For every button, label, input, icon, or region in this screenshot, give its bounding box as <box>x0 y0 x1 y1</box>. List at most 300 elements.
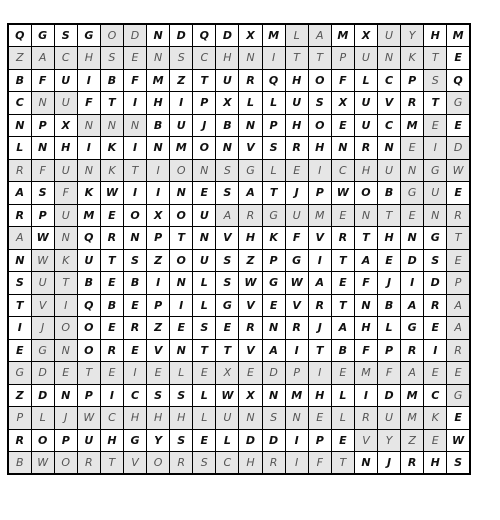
grid-cell[interactable]: R <box>401 452 424 475</box>
grid-cell[interactable]: B <box>100 294 123 317</box>
grid-cell[interactable]: E <box>147 362 170 385</box>
grid-cell[interactable]: R <box>401 92 424 115</box>
grid-cell[interactable]: P <box>77 384 100 407</box>
grid-cell[interactable]: S <box>31 182 54 205</box>
grid-cell[interactable]: U <box>54 204 77 227</box>
grid-cell[interactable]: L <box>262 92 285 115</box>
grid-cell[interactable]: W <box>331 182 354 205</box>
grid-cell[interactable]: F <box>77 92 100 115</box>
grid-cell[interactable]: E <box>424 362 447 385</box>
grid-cell[interactable]: P <box>31 204 54 227</box>
grid-cell[interactable]: G <box>31 339 54 362</box>
grid-cell[interactable]: E <box>123 47 146 70</box>
grid-cell[interactable]: L <box>331 407 354 430</box>
grid-cell[interactable]: R <box>285 317 308 340</box>
grid-cell[interactable]: I <box>424 137 447 160</box>
grid-cell[interactable]: H <box>424 452 447 475</box>
grid-cell[interactable]: X <box>239 24 262 47</box>
grid-cell[interactable]: A <box>31 47 54 70</box>
grid-cell[interactable]: X <box>354 24 377 47</box>
grid-cell[interactable]: E <box>54 362 77 385</box>
grid-cell[interactable]: E <box>193 429 216 452</box>
grid-cell[interactable]: C <box>123 384 146 407</box>
grid-cell[interactable]: W <box>31 227 54 250</box>
grid-cell[interactable]: Z <box>8 47 31 70</box>
grid-cell[interactable]: B <box>123 272 146 295</box>
grid-cell[interactable]: A <box>8 182 31 205</box>
grid-cell[interactable]: T <box>424 47 447 70</box>
grid-cell[interactable]: I <box>147 182 170 205</box>
grid-cell[interactable]: R <box>285 137 308 160</box>
grid-cell[interactable]: U <box>54 69 77 92</box>
grid-cell[interactable]: U <box>193 249 216 272</box>
grid-cell[interactable]: F <box>378 362 401 385</box>
grid-cell[interactable]: V <box>31 294 54 317</box>
grid-cell[interactable]: R <box>239 69 262 92</box>
grid-cell[interactable]: P <box>401 69 424 92</box>
grid-cell[interactable]: Q <box>447 69 470 92</box>
grid-cell[interactable]: N <box>262 384 285 407</box>
grid-cell[interactable]: E <box>193 362 216 385</box>
grid-cell[interactable]: E <box>331 114 354 137</box>
grid-cell[interactable]: P <box>285 362 308 385</box>
grid-cell[interactable]: M <box>285 384 308 407</box>
grid-cell[interactable]: D <box>262 429 285 452</box>
grid-cell[interactable]: C <box>331 159 354 182</box>
grid-cell[interactable]: R <box>401 339 424 362</box>
grid-cell[interactable]: B <box>147 114 170 137</box>
grid-cell[interactable]: K <box>54 249 77 272</box>
grid-cell[interactable]: Z <box>170 69 193 92</box>
grid-cell[interactable]: I <box>285 339 308 362</box>
grid-cell[interactable]: J <box>378 452 401 475</box>
grid-cell[interactable]: L <box>378 317 401 340</box>
grid-cell[interactable]: W <box>216 384 239 407</box>
grid-cell[interactable]: R <box>123 317 146 340</box>
grid-cell[interactable]: H <box>424 24 447 47</box>
grid-cell[interactable]: N <box>147 47 170 70</box>
grid-cell[interactable]: S <box>424 249 447 272</box>
grid-cell[interactable]: E <box>170 317 193 340</box>
grid-cell[interactable]: G <box>401 182 424 205</box>
grid-cell[interactable]: T <box>8 294 31 317</box>
grid-cell[interactable]: H <box>100 429 123 452</box>
grid-cell[interactable]: F <box>31 159 54 182</box>
grid-cell[interactable]: E <box>239 362 262 385</box>
grid-cell[interactable]: C <box>424 384 447 407</box>
grid-cell[interactable]: W <box>239 272 262 295</box>
grid-cell[interactable]: O <box>54 452 77 475</box>
grid-cell[interactable]: N <box>285 407 308 430</box>
grid-cell[interactable]: M <box>401 384 424 407</box>
grid-cell[interactable]: Y <box>401 24 424 47</box>
grid-cell[interactable]: O <box>170 249 193 272</box>
grid-cell[interactable]: R <box>308 294 331 317</box>
grid-cell[interactable]: N <box>147 137 170 160</box>
grid-cell[interactable]: E <box>216 317 239 340</box>
grid-cell[interactable]: P <box>331 47 354 70</box>
grid-cell[interactable]: S <box>424 69 447 92</box>
grid-cell[interactable]: T <box>170 227 193 250</box>
grid-cell[interactable]: L <box>193 272 216 295</box>
grid-cell[interactable]: M <box>147 69 170 92</box>
grid-cell[interactable]: G <box>31 24 54 47</box>
grid-cell[interactable]: I <box>100 384 123 407</box>
grid-cell[interactable]: P <box>308 429 331 452</box>
grid-cell[interactable]: E <box>308 407 331 430</box>
grid-cell[interactable]: S <box>216 182 239 205</box>
grid-cell[interactable]: E <box>123 339 146 362</box>
grid-cell[interactable]: B <box>77 272 100 295</box>
grid-cell[interactable]: G <box>262 272 285 295</box>
grid-cell[interactable]: M <box>308 204 331 227</box>
grid-cell[interactable]: T <box>331 452 354 475</box>
grid-cell[interactable]: E <box>447 182 470 205</box>
grid-cell[interactable]: E <box>331 362 354 385</box>
grid-cell[interactable]: I <box>123 137 146 160</box>
grid-cell[interactable]: R <box>8 429 31 452</box>
grid-cell[interactable]: M <box>401 114 424 137</box>
grid-cell[interactable]: E <box>447 407 470 430</box>
grid-cell[interactable]: B <box>331 339 354 362</box>
grid-cell[interactable]: V <box>216 227 239 250</box>
grid-cell[interactable]: C <box>100 407 123 430</box>
grid-cell[interactable]: U <box>31 272 54 295</box>
grid-cell[interactable]: G <box>424 227 447 250</box>
grid-cell[interactable]: U <box>77 249 100 272</box>
grid-cell[interactable]: N <box>8 114 31 137</box>
grid-cell[interactable]: R <box>354 407 377 430</box>
grid-cell[interactable]: U <box>285 92 308 115</box>
grid-cell[interactable]: Z <box>147 317 170 340</box>
grid-cell[interactable]: V <box>308 227 331 250</box>
grid-cell[interactable]: A <box>401 362 424 385</box>
grid-cell[interactable]: G <box>239 159 262 182</box>
grid-cell[interactable]: T <box>77 362 100 385</box>
grid-cell[interactable]: D <box>447 137 470 160</box>
grid-cell[interactable]: W <box>447 429 470 452</box>
grid-cell[interactable]: I <box>262 47 285 70</box>
grid-cell[interactable]: G <box>8 362 31 385</box>
grid-cell[interactable]: Q <box>77 227 100 250</box>
grid-cell[interactable]: S <box>8 272 31 295</box>
grid-cell[interactable]: X <box>54 114 77 137</box>
grid-cell[interactable]: M <box>401 407 424 430</box>
grid-cell[interactable]: E <box>447 249 470 272</box>
grid-cell[interactable]: A <box>401 294 424 317</box>
grid-cell[interactable]: P <box>308 182 331 205</box>
grid-cell[interactable]: N <box>170 272 193 295</box>
grid-cell[interactable]: N <box>401 159 424 182</box>
grid-cell[interactable]: H <box>354 317 377 340</box>
grid-cell[interactable]: C <box>8 92 31 115</box>
grid-cell[interactable]: G <box>447 92 470 115</box>
grid-cell[interactable]: M <box>354 362 377 385</box>
grid-cell[interactable]: W <box>31 249 54 272</box>
grid-cell[interactable]: G <box>123 429 146 452</box>
grid-cell[interactable]: T <box>193 69 216 92</box>
grid-cell[interactable]: L <box>354 69 377 92</box>
grid-cell[interactable]: G <box>424 159 447 182</box>
grid-cell[interactable]: N <box>354 452 377 475</box>
grid-cell[interactable]: N <box>354 294 377 317</box>
grid-cell[interactable]: S <box>262 407 285 430</box>
grid-cell[interactable]: V <box>147 339 170 362</box>
grid-cell[interactable]: G <box>262 204 285 227</box>
grid-cell[interactable]: T <box>331 249 354 272</box>
grid-cell[interactable]: A <box>331 317 354 340</box>
grid-cell[interactable]: R <box>447 204 470 227</box>
grid-cell[interactable]: H <box>147 92 170 115</box>
grid-cell[interactable]: H <box>216 47 239 70</box>
grid-cell[interactable]: C <box>193 47 216 70</box>
grid-cell[interactable]: E <box>123 294 146 317</box>
grid-cell[interactable]: X <box>331 92 354 115</box>
grid-cell[interactable]: G <box>216 294 239 317</box>
grid-cell[interactable]: E <box>100 204 123 227</box>
grid-cell[interactable]: D <box>239 429 262 452</box>
grid-cell[interactable]: N <box>54 384 77 407</box>
grid-cell[interactable]: M <box>262 24 285 47</box>
grid-cell[interactable]: I <box>424 339 447 362</box>
grid-cell[interactable]: O <box>77 339 100 362</box>
grid-cell[interactable]: K <box>77 182 100 205</box>
grid-cell[interactable]: D <box>424 272 447 295</box>
grid-cell[interactable]: J <box>285 182 308 205</box>
grid-cell[interactable]: U <box>354 92 377 115</box>
grid-cell[interactable]: T <box>100 92 123 115</box>
grid-cell[interactable]: I <box>170 92 193 115</box>
grid-cell[interactable]: Z <box>8 384 31 407</box>
grid-cell[interactable]: C <box>378 114 401 137</box>
grid-cell[interactable]: T <box>216 339 239 362</box>
grid-cell[interactable]: R <box>354 137 377 160</box>
grid-cell[interactable]: E <box>100 362 123 385</box>
grid-cell[interactable]: N <box>239 114 262 137</box>
grid-cell[interactable]: H <box>354 159 377 182</box>
grid-cell[interactable]: U <box>354 47 377 70</box>
grid-cell[interactable]: N <box>401 227 424 250</box>
grid-cell[interactable]: I <box>54 294 77 317</box>
grid-cell[interactable]: E <box>447 47 470 70</box>
grid-cell[interactable]: T <box>447 227 470 250</box>
grid-cell[interactable]: G <box>77 24 100 47</box>
grid-cell[interactable]: S <box>123 249 146 272</box>
grid-cell[interactable]: A <box>308 272 331 295</box>
grid-cell[interactable]: H <box>308 137 331 160</box>
grid-cell[interactable]: N <box>331 137 354 160</box>
grid-cell[interactable]: O <box>308 69 331 92</box>
grid-cell[interactable]: R <box>239 204 262 227</box>
grid-cell[interactable]: V <box>354 429 377 452</box>
grid-cell[interactable]: H <box>239 227 262 250</box>
grid-cell[interactable]: I <box>170 294 193 317</box>
grid-cell[interactable]: L <box>262 159 285 182</box>
grid-cell[interactable]: D <box>31 384 54 407</box>
grid-cell[interactable]: K <box>100 159 123 182</box>
grid-cell[interactable]: U <box>424 182 447 205</box>
grid-cell[interactable]: N <box>123 114 146 137</box>
grid-cell[interactable]: W <box>100 182 123 205</box>
grid-cell[interactable]: Y <box>378 429 401 452</box>
grid-cell[interactable]: A <box>8 227 31 250</box>
grid-cell[interactable]: T <box>331 294 354 317</box>
grid-cell[interactable]: N <box>54 227 77 250</box>
grid-cell[interactable]: O <box>147 452 170 475</box>
grid-cell[interactable]: A <box>354 249 377 272</box>
grid-cell[interactable]: A <box>447 294 470 317</box>
grid-cell[interactable]: T <box>123 159 146 182</box>
grid-cell[interactable]: D <box>262 362 285 385</box>
grid-cell[interactable]: L <box>193 407 216 430</box>
grid-cell[interactable]: E <box>424 429 447 452</box>
grid-cell[interactable]: V <box>123 452 146 475</box>
grid-cell[interactable]: K <box>100 137 123 160</box>
grid-cell[interactable]: U <box>378 24 401 47</box>
grid-cell[interactable]: E <box>401 137 424 160</box>
grid-cell[interactable]: N <box>239 407 262 430</box>
grid-cell[interactable]: O <box>54 317 77 340</box>
grid-cell[interactable]: T <box>308 47 331 70</box>
grid-cell[interactable]: L <box>170 362 193 385</box>
grid-cell[interactable]: P <box>378 339 401 362</box>
grid-cell[interactable]: R <box>100 339 123 362</box>
grid-cell[interactable]: D <box>170 24 193 47</box>
grid-cell[interactable]: V <box>239 137 262 160</box>
grid-cell[interactable]: Z <box>401 429 424 452</box>
grid-cell[interactable]: L <box>239 92 262 115</box>
grid-cell[interactable]: F <box>308 452 331 475</box>
grid-cell[interactable]: H <box>378 227 401 250</box>
grid-cell[interactable]: X <box>239 384 262 407</box>
grid-cell[interactable]: T <box>378 204 401 227</box>
grid-cell[interactable]: S <box>147 384 170 407</box>
grid-cell[interactable]: F <box>31 69 54 92</box>
grid-cell[interactable]: D <box>216 24 239 47</box>
grid-cell[interactable]: S <box>170 384 193 407</box>
grid-cell[interactable]: U <box>170 114 193 137</box>
grid-cell[interactable]: L <box>8 137 31 160</box>
grid-cell[interactable]: W <box>285 272 308 295</box>
grid-cell[interactable]: X <box>216 92 239 115</box>
grid-cell[interactable]: I <box>285 452 308 475</box>
grid-cell[interactable]: H <box>77 47 100 70</box>
grid-cell[interactable]: N <box>262 317 285 340</box>
grid-cell[interactable]: N <box>354 204 377 227</box>
grid-cell[interactable]: O <box>170 204 193 227</box>
grid-cell[interactable]: S <box>216 249 239 272</box>
grid-cell[interactable]: C <box>378 69 401 92</box>
grid-cell[interactable]: H <box>239 452 262 475</box>
grid-cell[interactable]: N <box>147 24 170 47</box>
grid-cell[interactable]: E <box>401 204 424 227</box>
grid-cell[interactable]: L <box>285 24 308 47</box>
grid-cell[interactable]: L <box>193 294 216 317</box>
grid-cell[interactable]: R <box>331 227 354 250</box>
grid-cell[interactable]: A <box>447 317 470 340</box>
grid-cell[interactable]: V <box>239 339 262 362</box>
grid-cell[interactable]: T <box>262 182 285 205</box>
grid-cell[interactable]: F <box>354 339 377 362</box>
grid-cell[interactable]: N <box>77 159 100 182</box>
grid-cell[interactable]: S <box>170 429 193 452</box>
grid-cell[interactable]: E <box>331 429 354 452</box>
grid-cell[interactable]: O <box>354 182 377 205</box>
grid-cell[interactable]: A <box>308 24 331 47</box>
grid-cell[interactable]: B <box>8 452 31 475</box>
grid-cell[interactable]: T <box>54 272 77 295</box>
grid-cell[interactable]: S <box>262 137 285 160</box>
grid-cell[interactable]: P <box>31 114 54 137</box>
grid-cell[interactable]: J <box>378 272 401 295</box>
grid-cell[interactable]: E <box>193 182 216 205</box>
grid-cell[interactable]: M <box>331 24 354 47</box>
grid-cell[interactable]: D <box>31 362 54 385</box>
grid-cell[interactable]: I <box>401 272 424 295</box>
grid-cell[interactable]: Y <box>147 429 170 452</box>
grid-cell[interactable]: H <box>147 407 170 430</box>
grid-cell[interactable]: P <box>8 407 31 430</box>
grid-cell[interactable]: I <box>77 137 100 160</box>
grid-cell[interactable]: U <box>54 159 77 182</box>
grid-cell[interactable]: L <box>31 407 54 430</box>
grid-cell[interactable]: I <box>123 92 146 115</box>
grid-cell[interactable]: I <box>147 272 170 295</box>
grid-cell[interactable]: X <box>147 204 170 227</box>
grid-cell[interactable]: N <box>424 204 447 227</box>
grid-cell[interactable]: Z <box>147 249 170 272</box>
grid-cell[interactable]: E <box>331 272 354 295</box>
grid-cell[interactable]: S <box>54 24 77 47</box>
grid-cell[interactable]: H <box>123 407 146 430</box>
grid-cell[interactable]: I <box>8 317 31 340</box>
grid-cell[interactable]: V <box>285 294 308 317</box>
grid-cell[interactable]: N <box>170 339 193 362</box>
grid-cell[interactable]: U <box>54 92 77 115</box>
grid-cell[interactable]: I <box>354 384 377 407</box>
grid-cell[interactable]: C <box>54 47 77 70</box>
grid-cell[interactable]: J <box>31 317 54 340</box>
grid-cell[interactable]: Q <box>193 24 216 47</box>
grid-cell[interactable]: N <box>31 137 54 160</box>
grid-cell[interactable]: F <box>285 227 308 250</box>
grid-cell[interactable]: U <box>77 429 100 452</box>
grid-cell[interactable]: E <box>378 249 401 272</box>
grid-cell[interactable]: I <box>308 249 331 272</box>
grid-cell[interactable]: P <box>147 227 170 250</box>
grid-cell[interactable]: E <box>424 317 447 340</box>
grid-cell[interactable]: H <box>285 69 308 92</box>
grid-cell[interactable]: T <box>354 227 377 250</box>
grid-cell[interactable]: H <box>54 137 77 160</box>
grid-cell[interactable]: I <box>77 69 100 92</box>
grid-cell[interactable]: O <box>123 204 146 227</box>
grid-cell[interactable]: J <box>308 317 331 340</box>
grid-cell[interactable]: E <box>8 339 31 362</box>
grid-cell[interactable]: R <box>424 294 447 317</box>
grid-cell[interactable]: S <box>308 92 331 115</box>
grid-cell[interactable]: P <box>262 249 285 272</box>
grid-cell[interactable]: Q <box>8 24 31 47</box>
grid-cell[interactable]: R <box>170 452 193 475</box>
grid-cell[interactable]: G <box>285 249 308 272</box>
grid-cell[interactable]: K <box>262 227 285 250</box>
grid-cell[interactable]: E <box>331 204 354 227</box>
grid-cell[interactable]: N <box>31 92 54 115</box>
grid-cell[interactable]: T <box>424 92 447 115</box>
grid-cell[interactable]: T <box>100 452 123 475</box>
grid-cell[interactable]: D <box>123 24 146 47</box>
